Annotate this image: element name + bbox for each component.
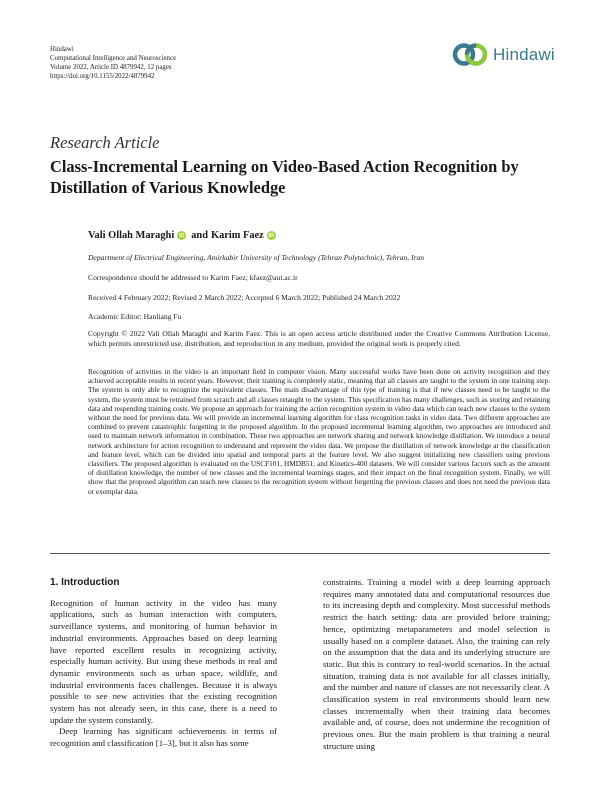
doi-link[interactable]: https://doi.org/10.1155/2022/4879942	[50, 72, 155, 80]
author-name[interactable]: Karim Faez	[210, 230, 264, 241]
body-column-right	[323, 577, 550, 753]
article-type: Research Article	[50, 133, 160, 152]
orcid-icon[interactable]: iD	[268, 232, 275, 239]
copyright-notice: Copyright © 2022 Vali Ollah Maraghi and Karim Faez. This is an open access article distributed under the Creative Commons Attribution License, which permits unrestricted use, distribution, and reproduction in any medium, provided the original work is properly cited.	[88, 329, 550, 348]
section-heading: 1. Introduction	[50, 577, 120, 588]
section-divider	[50, 553, 550, 554]
academic-editor: Academic Editor: Hanliang Fu	[88, 312, 182, 321]
hindawi-logo[interactable]	[452, 41, 555, 68]
publication-dates: Received 4 February 2022; Revised 2 March 2022; Accepted 6 March 2022; Published 24 March 2022	[88, 293, 401, 302]
author-list	[88, 230, 276, 241]
orcid-icon[interactable]: iD	[178, 232, 185, 239]
logo-text: Hindawi	[493, 44, 555, 64]
author-connector: and	[191, 230, 208, 241]
paragraph: Deep learning has significant achievements in terms of recognition and classification [1–3], but it also has some	[50, 726, 277, 749]
volume-info: Volume 2022, Article ID 4879942, 12 pages	[50, 63, 172, 71]
body-column-left	[50, 577, 277, 750]
paragraph: constraints. Training a model with a deep learning approach requires many annotated data and computational resources due to its increasing depth and complexity. Most successful methods restrict the batch setting: data are provided before training; hence, optimizing metaparameters and model selection is usually based on a complete dataset. Also, the training can rely on the assumption that the data and its underlying structure are static. But this is contrary to real-world scenarios. In the actual situation, training data is not available for all classes initially, and the number and nature of classes are not necessarily clear. A classification system in real environments should learn new classes incrementally when their training data becomes available and, of course, does not undermine the recognition of previous ones. But the main problem is that training a neural structure using	[323, 577, 550, 751]
journal-info	[50, 46, 176, 82]
hindawi-logo-icon	[452, 41, 488, 68]
affiliation: Department of Electrical Engineering, Amirkabir University of Technology (Tehran Polytechnic), Tehran, Iran	[88, 253, 425, 262]
paper-title: Class-Incremental Learning on Video-Based Action Recognition by Distillation of Various Knowledge	[50, 157, 519, 197]
correspondence: Correspondence should be addressed to Karim Faez; kfaez@aut.ac.ir	[88, 273, 298, 282]
author-name[interactable]: Vali Ollah Maraghi	[88, 230, 175, 241]
journal-name: Computational Intelligence and Neuroscience	[50, 54, 177, 62]
paragraph: Recognition of human activity in the video has many applications, such as human interaction with computers, surveillance systems, and monitoring of human behavior in industrial environments. Approaches based on deep learning have reported excellent results in recognizing activity, especially human activity. But using these methods in real and dynamic environments such as urban space, wildlife, and industrial environments faces challenges. Because it is always possible to see new activities that the existing recognition system has not already seen, in this case, there is a need to update the system constantly.	[50, 597, 277, 725]
publisher-line: Hindawi	[50, 46, 74, 53]
abstract: Recognition of activities in the video is an important field in computer vision. Many successful works have been done on activity recognition and they achieved acceptable results in recent years. However, their training is completely static, meaning that all classes are taught to the system in one training step. The system is only able to recognize the equivalent classes. The main disadvantage of this type of training is that if new classes need to be taught to the system, the system must be retrained from scratch and all classes retaught to the system. This specification has many challenges, such as storing and retaining data and respending training costs. We propose an approach for training the action recognition system in video data which can teach new classes to the system without the need for previous data. We will provide an incremental learning algorithm for class recognition tasks in video data. Two different approaches are combined to prevent catastrophic forgetting in the proposed algorithm. In the proposed incremental learning algorithm, two approaches are introduced and used to maintain network information in combination. These two approaches are network sharing and network knowledge distillation. We introduce a neural network architecture for action recognition to understand and represent the video data. We propose the distillation of network knowledge at the classification and feature level, which can be divided into spatial and temporal parts at the feature level. We also suggest initializing new classifiers using previous classifiers. The proposed algorithm is evaluated on the USCF101, HMDB51, and Kinetics-400 datasets. We will consider various factors such as the amount of distillation knowledge, the number of new classes and the incremental learnings stages, and their impact on the final recognition system. Finally, we will show that the proposed algorithm can teach new classes to the recognition system without forgetting the previous classes and does not need the previous data or exemplar data.	[88, 367, 550, 496]
